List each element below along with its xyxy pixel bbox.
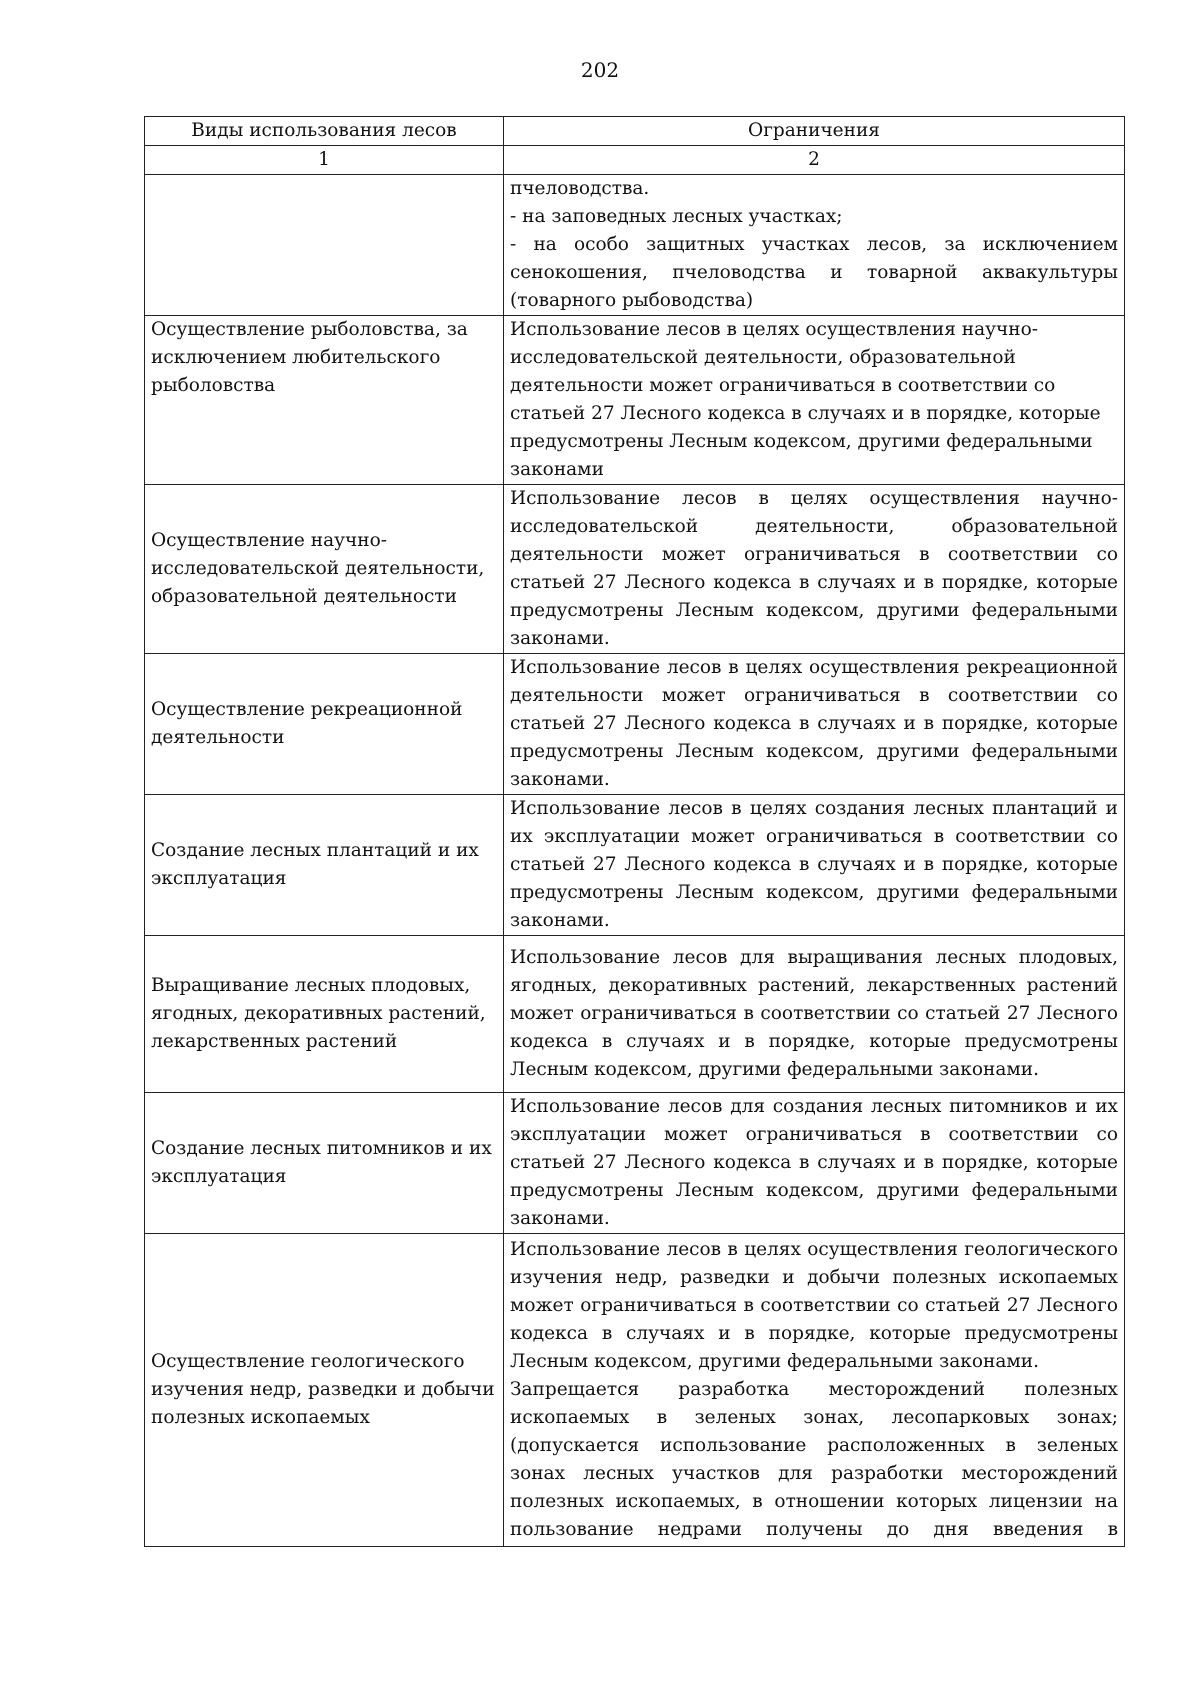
use-type-cell: Осуществление геологического изучения недр, разведки и добычи полезных ископаемых bbox=[145, 1234, 504, 1547]
restriction-paragraph: - на особо защитных участках лесов, за исключением сенокошения, пчеловодства и товарной аквакультуры (товарного рыбоводства) bbox=[510, 234, 1118, 311]
use-type-cell bbox=[145, 175, 504, 316]
table-row bbox=[145, 1093, 1125, 1234]
use-type-cell: Осуществление рыболовства, за исключением любительского рыболовства bbox=[145, 316, 504, 485]
restriction-paragraph: Использование лесов в целях осуществления научно-исследовательской деятельности, образовательной деятельности может ограничиваться в соответствии со статьей 27 Лесного кодекса в случаях и в порядке, которые предусмотрены Лесным кодексом, другими федеральными законами. bbox=[510, 488, 1118, 649]
header-use-types: Виды использования лесов bbox=[145, 117, 504, 146]
forest-use-restrictions-table bbox=[144, 116, 1125, 1547]
column-number-2: 2 bbox=[504, 146, 1125, 175]
restriction-cell bbox=[504, 1234, 1125, 1547]
restriction-cell bbox=[504, 936, 1125, 1093]
restriction-paragraph: пчеловодства. bbox=[510, 178, 650, 199]
table-row bbox=[145, 654, 1125, 795]
table-row bbox=[145, 175, 1125, 316]
use-type-cell: Осуществление рекреационной деятельности bbox=[145, 654, 504, 795]
restriction-cell bbox=[504, 175, 1125, 316]
use-type-cell: Осуществление научно-исследовательской деятельности, образовательной деятельности bbox=[145, 485, 504, 654]
restriction-cell bbox=[504, 316, 1125, 485]
use-type-cell: Создание лесных питомников и их эксплуатация bbox=[145, 1093, 504, 1234]
restriction-paragraph: Использование лесов для выращивания лесных плодовых, ягодных, декоративных растений, лекарственных растений может ограничиваться в соответствии со статьей 27 Лесного кодекса в случаях и в порядке, которые предусмотрены Лесным кодексом, другими федеральными законами. bbox=[510, 947, 1118, 1080]
restriction-paragraph: - на заповедных лесных участках; bbox=[510, 206, 843, 227]
restriction-paragraph: Использование лесов в целях создания лесных плантаций и их эксплуатации может ограничиваться в соответствии со статьей 27 Лесного кодекса в случаях и в порядке, которые предусмотрены Лесным кодексом, другими федеральными законами. bbox=[510, 798, 1118, 931]
column-number-1: 1 bbox=[145, 146, 504, 175]
restriction-paragraph: Запрещается разработка месторождений полезных ископаемых в зеленых зонах, лесопарковых зонах; (допускается использование расположенных в зеленых зонах лесных участков для разработки месторождений полезных ископаемых, в отношении которых лицензии на пользование недрами получены до дня введения в bbox=[510, 1379, 1118, 1540]
restriction-paragraph: Использование лесов для создания лесных питомников и их эксплуатации может ограничиваться в соответствии со статьей 27 Лесного кодекса в случаях и в порядке, которые предусмотрены Лесным кодексом, другими федеральными законами. bbox=[510, 1096, 1118, 1229]
table-row bbox=[145, 1234, 1125, 1547]
use-type-cell: Создание лесных плантаций и их эксплуатация bbox=[145, 795, 504, 936]
restriction-cell bbox=[504, 1093, 1125, 1234]
table-row bbox=[145, 795, 1125, 936]
restriction-paragraph: Использование лесов в целях осуществления рекреационной деятельности может ограничиваться в соответствии со статьей 27 Лесного кодекса в случаях и в порядке, которые предусмотрены Лесным кодексом, другими федеральными законами. bbox=[510, 657, 1118, 790]
table-header-row bbox=[145, 117, 1125, 146]
use-type-cell: Выращивание лесных плодовых, ягодных, декоративных растений, лекарственных растений bbox=[145, 936, 504, 1093]
column-number-row bbox=[145, 146, 1125, 175]
restriction-cell bbox=[504, 485, 1125, 654]
header-restrictions: Ограничения bbox=[504, 117, 1125, 146]
table-row bbox=[145, 485, 1125, 654]
restriction-cell bbox=[504, 795, 1125, 936]
restriction-paragraph: Использование лесов в целях осуществления геологического изучения недр, разведки и добычи полезных ископаемых может ограничиваться в соответствии со статьей 27 Лесного кодекса в случаях и в порядке, которые предусмотрены Лесным кодексом, другими федеральными законами. bbox=[510, 1239, 1118, 1372]
page-number: 202 bbox=[580, 58, 620, 82]
restriction-paragraph: Использование лесов в целях осуществления научно-исследовательской деятельности, образовательной деятельности может ограничиваться в соответствии со статьей 27 Лесного кодекса в случаях и в порядке, которые предусмотрены Лесным кодексом, другими федеральными законами bbox=[510, 319, 1101, 480]
table-row bbox=[145, 316, 1125, 485]
table-row bbox=[145, 936, 1125, 1093]
restriction-cell bbox=[504, 654, 1125, 795]
